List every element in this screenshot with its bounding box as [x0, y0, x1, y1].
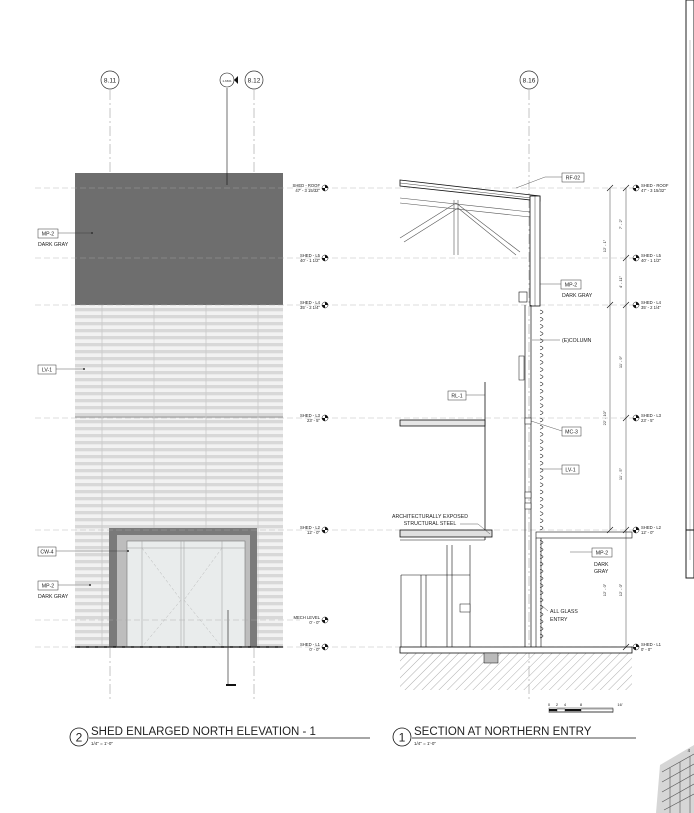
scale-bar: [548, 702, 623, 713]
tag-mc3: [531, 421, 581, 436]
svg-text:4: 4: [687, 748, 690, 753]
section-roof-deck: [400, 180, 540, 201]
louver-blade: [540, 634, 543, 638]
louver-blade: [540, 461, 543, 465]
svg-text:0' - 0": 0' - 0": [309, 647, 320, 652]
svg-text:MECH LEVEL: MECH LEVEL: [293, 615, 320, 620]
louver-blade: [540, 447, 543, 451]
svg-text:SHED - ROOF: SHED - ROOF: [292, 183, 320, 188]
svg-text:1/4" = 1'-0": 1/4" = 1'-0": [414, 741, 436, 746]
louver-blade: [540, 612, 543, 616]
level-marker-icon: [322, 255, 328, 261]
svg-text:40' - 1 1/2": 40' - 1 1/2": [641, 258, 661, 263]
louver-blade: [540, 576, 543, 580]
svg-text:0' - 0": 0' - 0": [309, 620, 320, 625]
elevation-curtain-wall: [127, 541, 245, 647]
svg-text:LV-1: LV-1: [41, 367, 53, 374]
svg-text:40' - 1 1/2": 40' - 1 1/2": [300, 258, 320, 263]
louver-blade: [540, 605, 543, 609]
tag-mp2-top: [540, 280, 593, 299]
louver-blade: [540, 310, 543, 314]
svg-text:SHED - L5: SHED - L5: [641, 253, 662, 258]
louver-blade: [540, 332, 543, 336]
svg-text:11' - 9": 11' - 9": [618, 355, 623, 369]
elevation-level-labels: [293, 183, 328, 652]
level-marker-icon: [322, 302, 328, 308]
svg-text:12' - 0": 12' - 0": [307, 530, 320, 535]
svg-text:1 A501: 1 A501: [222, 79, 232, 83]
svg-text:MP-2: MP-2: [595, 550, 609, 557]
svg-text:ALL GLASS: ALL GLASS: [550, 609, 578, 615]
svg-text:8.11: 8.11: [103, 77, 117, 85]
level-marker-icon: [322, 617, 328, 623]
svg-text:CW-4: CW-4: [40, 549, 54, 556]
section-level-labels: [633, 183, 669, 652]
elevation-title-block: [70, 726, 370, 746]
louver-blade: [540, 555, 543, 559]
svg-text:SHED - L3: SHED - L3: [641, 413, 662, 418]
tag-rf02: [516, 173, 584, 188]
svg-text:SHED - L1: SHED - L1: [299, 642, 320, 647]
louver-blade: [540, 562, 543, 566]
section-drawing: [400, 90, 632, 700]
svg-text:35' - 2 1/4": 35' - 2 1/4": [300, 305, 320, 310]
svg-text:8.12: 8.12: [247, 77, 261, 85]
svg-text:4: 4: [563, 702, 567, 707]
louver-blade: [540, 324, 543, 328]
svg-text:4' - 11": 4' - 11": [618, 275, 623, 289]
level-marker-icon: [633, 255, 639, 261]
louver-blade: [540, 591, 543, 595]
louver-blade: [540, 353, 543, 357]
svg-text:0' - 0": 0' - 0": [641, 647, 652, 652]
louver-blade: [540, 432, 543, 436]
svg-text:23' - 5": 23' - 5": [307, 418, 320, 423]
louver-blade: [540, 339, 543, 343]
svg-text:DARK GRAY: DARK GRAY: [38, 594, 69, 600]
louver-blade: [540, 620, 543, 624]
level-marker-icon: [633, 415, 639, 421]
louver-blade: [540, 519, 543, 523]
svg-text:35' - 2 1/4": 35' - 2 1/4": [641, 305, 661, 310]
svg-text:RF-02: RF-02: [565, 175, 581, 182]
louver-blade: [540, 540, 543, 544]
svg-text:ARCHITECTURALLY EXPOSED: ARCHITECTURALLY EXPOSED: [392, 514, 468, 520]
svg-text:SECTION AT NORTHERN ENTRY: SECTION AT NORTHERN ENTRY: [414, 726, 592, 738]
svg-text:SHED - L4: SHED - L4: [641, 300, 662, 305]
svg-text:DARK GRAY: DARK GRAY: [562, 293, 593, 299]
elevation-dark-panel: [75, 173, 283, 305]
svg-text:8.16: 8.16: [522, 77, 536, 85]
svg-text:SHED - L2: SHED - L2: [299, 525, 320, 530]
svg-text:DARK GRAY: DARK GRAY: [38, 242, 69, 248]
section-title-block: [393, 726, 636, 746]
svg-text:STRUCTURAL STEEL: STRUCTURAL STEEL: [403, 521, 457, 527]
svg-text:47' - 3 15/32": 47' - 3 15/32": [295, 188, 320, 193]
section-dimensions: [602, 218, 623, 596]
section-l2-steel-beam: [400, 530, 492, 537]
louver-blade: [540, 360, 543, 364]
svg-text:RL-1: RL-1: [451, 393, 463, 400]
louver-blade: [540, 526, 543, 530]
section-louver-blades: [540, 310, 543, 638]
svg-text:SHED ENLARGED NORTH ELEVATION: SHED ENLARGED NORTH ELEVATION - 1: [91, 726, 316, 738]
louver-blade: [540, 490, 543, 494]
louver-blade: [540, 317, 543, 321]
svg-text:MC-3: MC-3: [565, 429, 578, 436]
adjacent-sheet-fragment: [656, 0, 694, 813]
svg-text:DARK: DARK: [594, 562, 609, 568]
svg-text:22' - 10": 22' - 10": [602, 410, 607, 426]
svg-text:MP-2: MP-2: [41, 231, 55, 238]
louver-blade: [540, 497, 543, 501]
grid-bubble-8-11: [101, 71, 119, 89]
svg-text:LV-1: LV-1: [565, 467, 576, 474]
louver-blade: [540, 425, 543, 429]
svg-text:11' - 5": 11' - 5": [618, 467, 623, 481]
svg-text:23' - 5": 23' - 5": [641, 418, 654, 423]
svg-text:SHED - ROOF: SHED - ROOF: [641, 183, 669, 188]
svg-text:SHED - L2: SHED - L2: [641, 525, 662, 530]
svg-text:12' - 0": 12' - 0": [641, 530, 654, 535]
louver-blade: [540, 504, 543, 508]
louver-blade: [540, 404, 543, 408]
louver-blade: [540, 389, 543, 393]
svg-text:12' - 1": 12' - 1": [602, 239, 607, 253]
level-marker-icon: [633, 527, 639, 533]
level-marker-icon: [322, 644, 328, 650]
louver-blade: [540, 483, 543, 487]
svg-text:GRAY: GRAY: [594, 569, 609, 575]
svg-text:MP-2: MP-2: [41, 583, 55, 590]
louver-blade: [540, 346, 543, 350]
louver-blade: [540, 375, 543, 379]
section-ground-hatch: [400, 650, 632, 690]
louver-blade: [540, 454, 543, 458]
louver-blade: [540, 548, 543, 552]
level-marker-icon: [322, 185, 328, 191]
tag-mp2-side: [570, 548, 612, 575]
level-marker-icon: [633, 644, 639, 650]
elevation-drawing: [75, 73, 283, 700]
svg-text:2: 2: [555, 702, 559, 707]
louver-blade: [540, 476, 543, 480]
svg-text:1: 1: [398, 730, 406, 745]
louver-blade: [540, 418, 543, 422]
level-marker-icon: [633, 185, 639, 191]
tag-lv1-section: [540, 465, 579, 474]
section-mezzanine-slab: [400, 420, 485, 426]
svg-text:1/4" = 1'-0": 1/4" = 1'-0": [91, 741, 113, 746]
svg-text:47' - 3 15/32": 47' - 3 15/32": [641, 188, 666, 193]
svg-text:12' - 0": 12' - 0": [618, 583, 623, 597]
svg-text:0: 0: [547, 702, 551, 707]
svg-text:SHED - L3: SHED - L3: [299, 413, 320, 418]
louver-blade: [540, 512, 543, 516]
svg-text:2: 2: [75, 730, 83, 745]
svg-text:SHED - L1: SHED - L1: [641, 642, 662, 647]
svg-text:SHED - L5: SHED - L5: [299, 253, 320, 258]
louver-blade: [540, 440, 543, 444]
louver-blade: [540, 584, 543, 588]
grid-bubble-8-16: [520, 71, 538, 89]
louver-blade: [540, 627, 543, 631]
louver-blade: [540, 569, 543, 573]
louver-blade: [540, 411, 543, 415]
louver-blade: [540, 368, 543, 372]
level-marker-icon: [322, 415, 328, 421]
svg-text:MP-2: MP-2: [564, 282, 578, 289]
svg-text:7' - 2": 7' - 2": [618, 218, 623, 230]
svg-text:16': 16': [617, 702, 623, 707]
louver-blade: [540, 598, 543, 602]
svg-text:SHED - L4: SHED - L4: [299, 300, 320, 305]
tag-all-glass-entry: [541, 605, 578, 623]
svg-text:(E)COLUMN: (E)COLUMN: [562, 338, 592, 344]
grid-bubble-8-12: [245, 71, 263, 89]
svg-text:12' - 0": 12' - 0": [602, 583, 607, 597]
louver-blade: [540, 382, 543, 386]
svg-text:8: 8: [579, 702, 583, 707]
level-marker-icon: [322, 527, 328, 533]
level-marker-icon: [633, 302, 639, 308]
tag-rl1: [448, 391, 485, 400]
louver-blade: [540, 396, 543, 400]
svg-text:ENTRY: ENTRY: [550, 617, 568, 623]
